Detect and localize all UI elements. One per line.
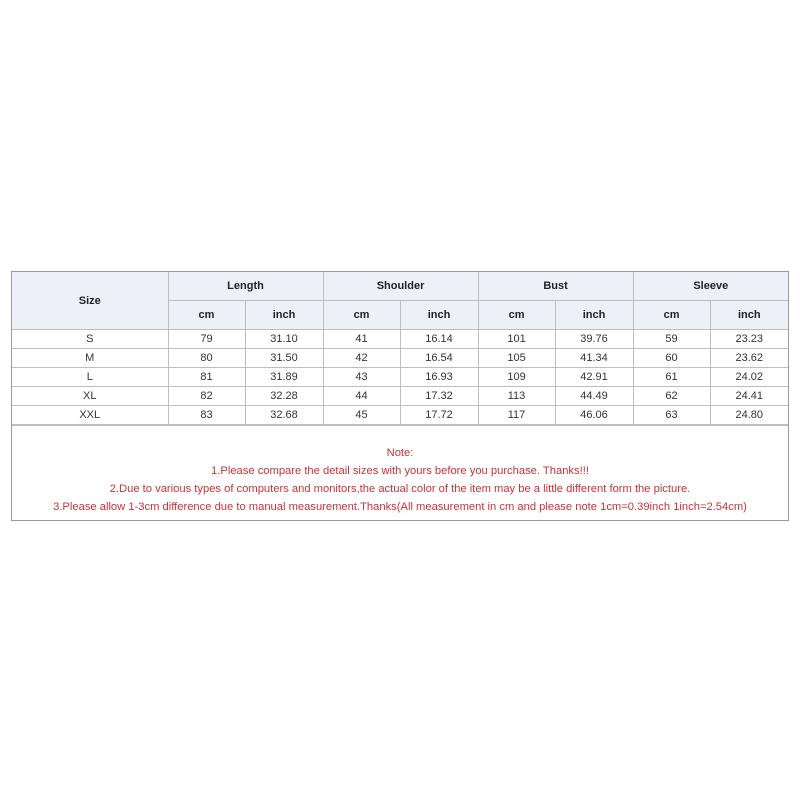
table-cell: 59 [633, 330, 710, 349]
group-header-sleeve: Sleeve [633, 272, 788, 301]
unit-header: inch [245, 301, 323, 330]
unit-header: inch [400, 301, 478, 330]
table-cell: 24.80 [710, 406, 788, 425]
table-row [12, 349, 788, 368]
table-cell: 31.89 [245, 368, 323, 387]
table-cell: 117 [478, 406, 555, 425]
table-cell: 32.68 [245, 406, 323, 425]
unit-header: inch [555, 301, 633, 330]
table-cell: 41.34 [555, 349, 633, 368]
size-cell: L [12, 368, 168, 387]
table-cell: 101 [478, 330, 555, 349]
table-cell: 17.72 [400, 406, 478, 425]
table-cell: 43 [323, 368, 400, 387]
unit-header: cm [633, 301, 710, 330]
table-row [12, 330, 788, 349]
table-cell: 23.62 [710, 349, 788, 368]
size-chart [11, 271, 789, 521]
table-cell: 17.32 [400, 387, 478, 406]
group-header-row [12, 272, 788, 301]
table-cell: 80 [168, 349, 245, 368]
size-cell: M [12, 349, 168, 368]
table-cell: 39.76 [555, 330, 633, 349]
table-cell: 62 [633, 387, 710, 406]
table-cell: 24.41 [710, 387, 788, 406]
table-cell: 60 [633, 349, 710, 368]
table-cell: 82 [168, 387, 245, 406]
notes-section [12, 425, 788, 520]
table-cell: 42.91 [555, 368, 633, 387]
table-cell: 24.02 [710, 368, 788, 387]
size-cell: XXL [12, 406, 168, 425]
size-table [12, 272, 788, 425]
table-cell: 16.93 [400, 368, 478, 387]
unit-header: cm [323, 301, 400, 330]
table-cell: 46.06 [555, 406, 633, 425]
unit-header: cm [168, 301, 245, 330]
table-cell: 16.14 [400, 330, 478, 349]
unit-header: cm [478, 301, 555, 330]
table-cell: 61 [633, 368, 710, 387]
unit-header: inch [710, 301, 788, 330]
table-cell: 41 [323, 330, 400, 349]
table-cell: 113 [478, 387, 555, 406]
table-cell: 32.28 [245, 387, 323, 406]
table-cell: 44 [323, 387, 400, 406]
table-cell: 31.50 [245, 349, 323, 368]
table-row [12, 387, 788, 406]
table-cell: 45 [323, 406, 400, 425]
table-cell: 44.49 [555, 387, 633, 406]
table-row [12, 368, 788, 387]
size-cell: S [12, 330, 168, 349]
notes-title: Note: [386, 447, 414, 459]
group-header-length: Length [168, 272, 323, 301]
size-cell: XL [12, 387, 168, 406]
table-cell: 79 [168, 330, 245, 349]
table-cell: 109 [478, 368, 555, 387]
table-cell: 83 [168, 406, 245, 425]
table-cell: 105 [478, 349, 555, 368]
group-header-bust: Bust [478, 272, 633, 301]
table-cell: 42 [323, 349, 400, 368]
note-line: 3.Please allow 1-3cm difference due to manual measurement.Thanks(All measurement in cm and please note 1cm=0.39inch 1inch=2.54cm) [53, 501, 747, 513]
note-line: 1.Please compare the detail sizes with yours before you purchase. Thanks!!! [211, 465, 589, 477]
note-line: 2.Due to various types of computers and monitors,the actual color of the item may be a little different form the picture. [109, 483, 691, 495]
table-cell: 63 [633, 406, 710, 425]
table-row [12, 406, 788, 425]
table-cell: 16.54 [400, 349, 478, 368]
table-cell: 81 [168, 368, 245, 387]
group-header-shoulder: Shoulder [323, 272, 478, 301]
table-cell: 31.10 [245, 330, 323, 349]
table-cell: 23.23 [710, 330, 788, 349]
size-header: Size [12, 272, 168, 330]
